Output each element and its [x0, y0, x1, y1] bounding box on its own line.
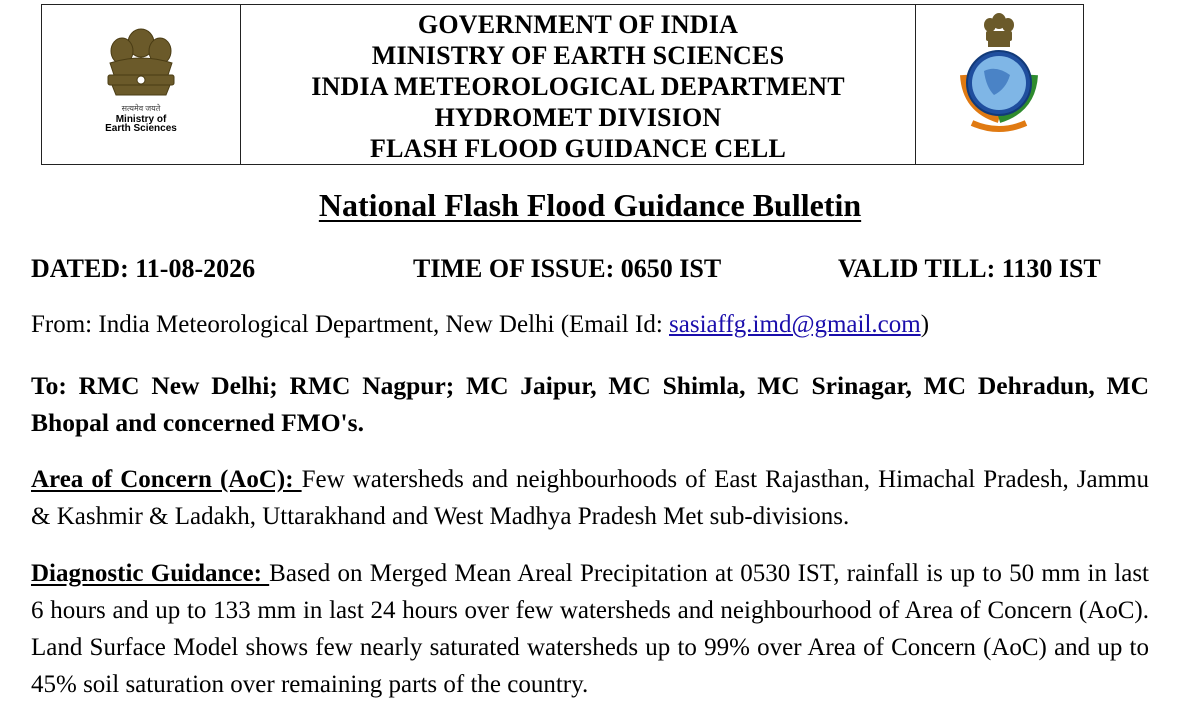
from-line: [31, 311, 929, 339]
imd-emblem-icon: [916, 5, 1083, 166]
aoc-text: Few watersheds and neighbourhoods of East Rajasthan, Himachal Pradesh, Jammu & Kashmir & Ladakh, Uttarakhand and West Madhya Pradesh Met sub-divisions.: [31, 466, 1149, 530]
to-recipients: To: RMC New Delhi; RMC Nagpur; MC Jaipur, MC Shimla, MC Srinagar, MC Dehradun, MC Bhopal and concerned FMO's.: [31, 371, 1149, 437]
bulletin-title-text: National Flash Flood Guidance Bulletin: [318, 187, 862, 223]
imd-logo: [915, 5, 1083, 164]
ashoka-emblem-icon: [42, 13, 240, 113]
dated-label: DATED: 11-08-2026: [31, 254, 256, 283]
header-box: [41, 4, 1084, 165]
moes-caption: [42, 115, 240, 133]
moes-caption-line2: Earth Sciences: [105, 123, 177, 134]
diag-label: Diagnostic Guidance:: [31, 560, 270, 587]
diagnostic-guidance-paragraph: [31, 555, 1149, 703]
moes-caption-line1: Ministry of: [115, 114, 167, 125]
header-line-division: HYDROMET DIVISION: [434, 103, 722, 132]
header-title-block: [241, 5, 915, 164]
valid-till-label: VALID TILL: 1130 IST: [838, 254, 1101, 283]
time-of-issue-label: TIME OF ISSUE: 0650 IST: [413, 254, 722, 283]
bulletin-title: [0, 187, 1180, 224]
area-of-concern-paragraph: [31, 461, 1149, 535]
header-line-ministry: MINISTRY OF EARTH SCIENCES: [371, 41, 785, 70]
aoc-label: Area of Concern (AoC):: [31, 466, 302, 493]
email-link[interactable]: sasiaffg.imd@gmail.com: [669, 311, 921, 338]
moes-hindi-caption: सत्यमेव जयते: [121, 104, 161, 113]
header-line-government: GOVERNMENT OF INDIA: [417, 10, 739, 39]
moes-logo: [42, 5, 241, 164]
from-prefix: From: India Meteorological Department, New Delhi (Email Id:: [31, 311, 670, 338]
header-line-department: INDIA METEOROLOGICAL DEPARTMENT: [311, 72, 845, 101]
from-suffix: ): [920, 311, 930, 338]
diag-text: Based on Merged Mean Areal Precipitation at 0530 IST, rainfall is up to 50 mm in last 6 hours and up to 133 mm in last 24 hours over few watersheds and neighbourhood of Area of Concern (AoC). Land Surface Model shows few nearly saturated watersheds up to 99% over Area of Concern (AoC) and up to 45% soil saturation over remaining parts of the country.: [31, 560, 1149, 698]
header-line-cell: FLASH FLOOD GUIDANCE CELL: [370, 134, 786, 163]
